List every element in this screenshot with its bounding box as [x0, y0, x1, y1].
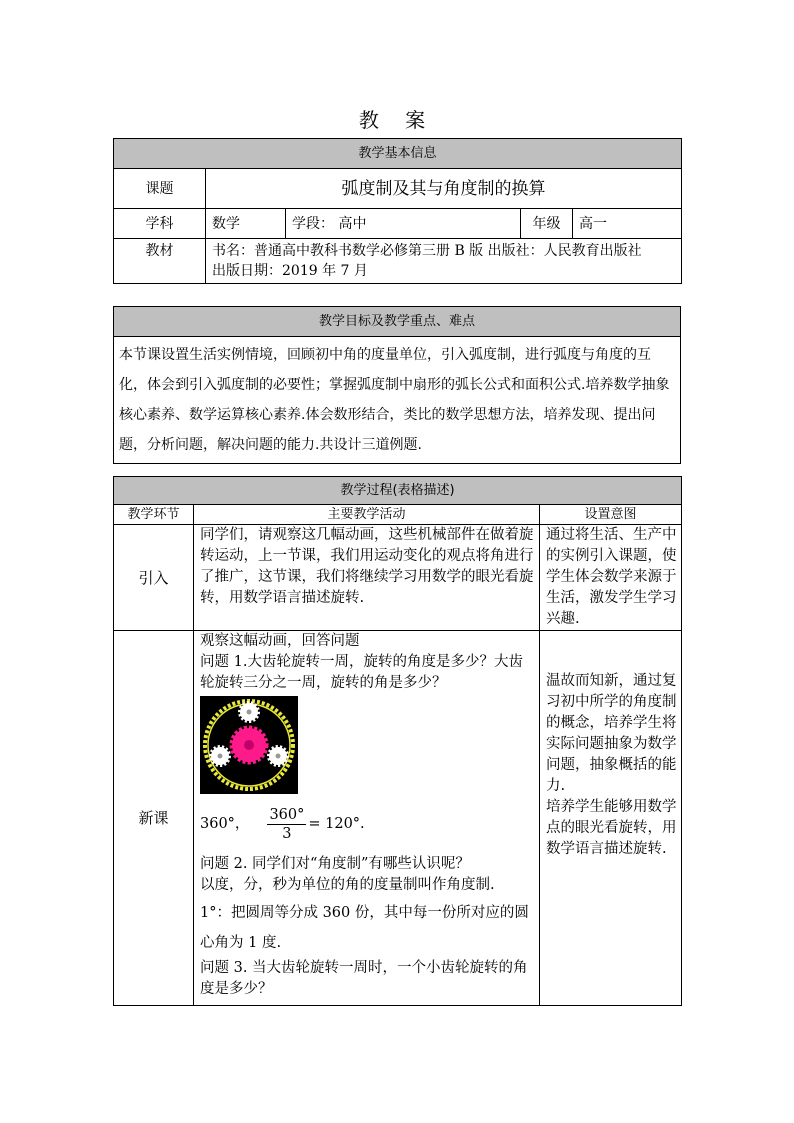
goals-header: 教学目标及教学重点、难点	[114, 307, 681, 337]
material-book: 书名：普通高中教科书数学必修第三册 B 版 出版社：人民教育出版社	[212, 243, 642, 259]
material-cell	[206, 239, 682, 284]
fraction-numerator: 360°	[269, 806, 305, 823]
activity-new	[194, 631, 540, 1006]
document-title: 教 案	[358, 108, 436, 132]
stage-value: 高中	[338, 215, 367, 232]
stage-label: 学段：	[292, 215, 334, 232]
basic-info-header: 教学基本信息	[114, 139, 682, 169]
basic-info-table	[113, 138, 682, 284]
stage-cell	[286, 209, 521, 239]
fraction-denominator: 3	[282, 825, 292, 842]
activity-question-2: 问题 2. 同学们对“角度制”有哪些认识呢？	[200, 856, 470, 872]
material-date: 出版日期：2019 年 7 月	[212, 263, 368, 279]
intent-new-review: 温故而知新，通过复习初中所学的角度制的概念，培养学生将实际问题抽象为数学问题，抽象概括的能力.	[546, 673, 677, 794]
activity-question-1: 问题 1.大齿轮旋转一周，旋转的角度是多少？大齿轮旋转三分之一周，旋转的角是多少？	[200, 654, 523, 691]
formula-fraction	[267, 806, 306, 843]
formula-row	[200, 794, 535, 854]
col-activity-header: 主要教学活动	[194, 505, 540, 525]
topic-label: 课题	[114, 169, 206, 209]
process-header: 教学过程(表格描述)	[114, 477, 682, 505]
material-label: 教材	[114, 239, 206, 284]
intent-new-view: 培养学生能够用数学点的眼光看旋转，用数学语言描述旋转.	[546, 799, 677, 857]
activity-degree-definition: 以度，分，秒为单位的角的度量制叫作角度制.	[200, 877, 495, 893]
grade-value: 高一	[573, 209, 682, 239]
subject-value: 数学	[206, 209, 286, 239]
activity-question-3: 问题 3. 当大齿轮旋转一周时，一个小齿轮旋转的角度是多少？	[200, 960, 528, 997]
intent-intro: 通过将生活、生产中的实例引入课题，使学生体会数学来源于生活，激发学生学习兴趣.	[540, 525, 682, 631]
subject-label: 学科	[114, 209, 206, 239]
process-table	[113, 476, 682, 1006]
goals-table	[113, 306, 681, 464]
activity-line-observe: 观察这幅动画，回答问题	[200, 633, 360, 649]
topic-value: 弧度制及其与角度制的换算	[206, 169, 682, 209]
planetary-gear-image	[200, 696, 298, 794]
col-stage-header: 教学环节	[114, 505, 194, 525]
grade-label: 年级	[521, 209, 573, 239]
formula-result: = 120°.	[308, 815, 365, 832]
col-intent-header: 设置意图	[540, 505, 682, 525]
activity-one-degree: 1°：把圆周等分成 360 份，其中每一份所对应的圆心角为 1 度.	[200, 905, 529, 951]
goals-text: 本节课设置生活实例情境，回顾初中角的度量单位，引入弧度制，进行弧度与角度的互化，体会到引入弧度制的必要性；掌握弧度制中扇形的弧长公式和面积公式.培养数学抽象核心素养、数学运算核心素养.体会数形结合，类比的数学思想方法，培养发现、提出问题，分析问题，解决问题的能力.共设计三道例题.	[114, 337, 681, 464]
intent-new	[540, 631, 682, 1006]
formula-full-turn: 360°，	[200, 815, 250, 832]
stage-intro: 引入	[114, 525, 194, 631]
stage-new: 新课	[114, 631, 194, 1006]
activity-intro: 同学们，请观察这几幅动画，这些机械部件在做着旋转运动，上一节课，我们用运动变化的观点将角进行了推广，这节课，我们将继续学习用数学的眼光看旋转，用数学语言描述旋转.	[194, 525, 540, 631]
